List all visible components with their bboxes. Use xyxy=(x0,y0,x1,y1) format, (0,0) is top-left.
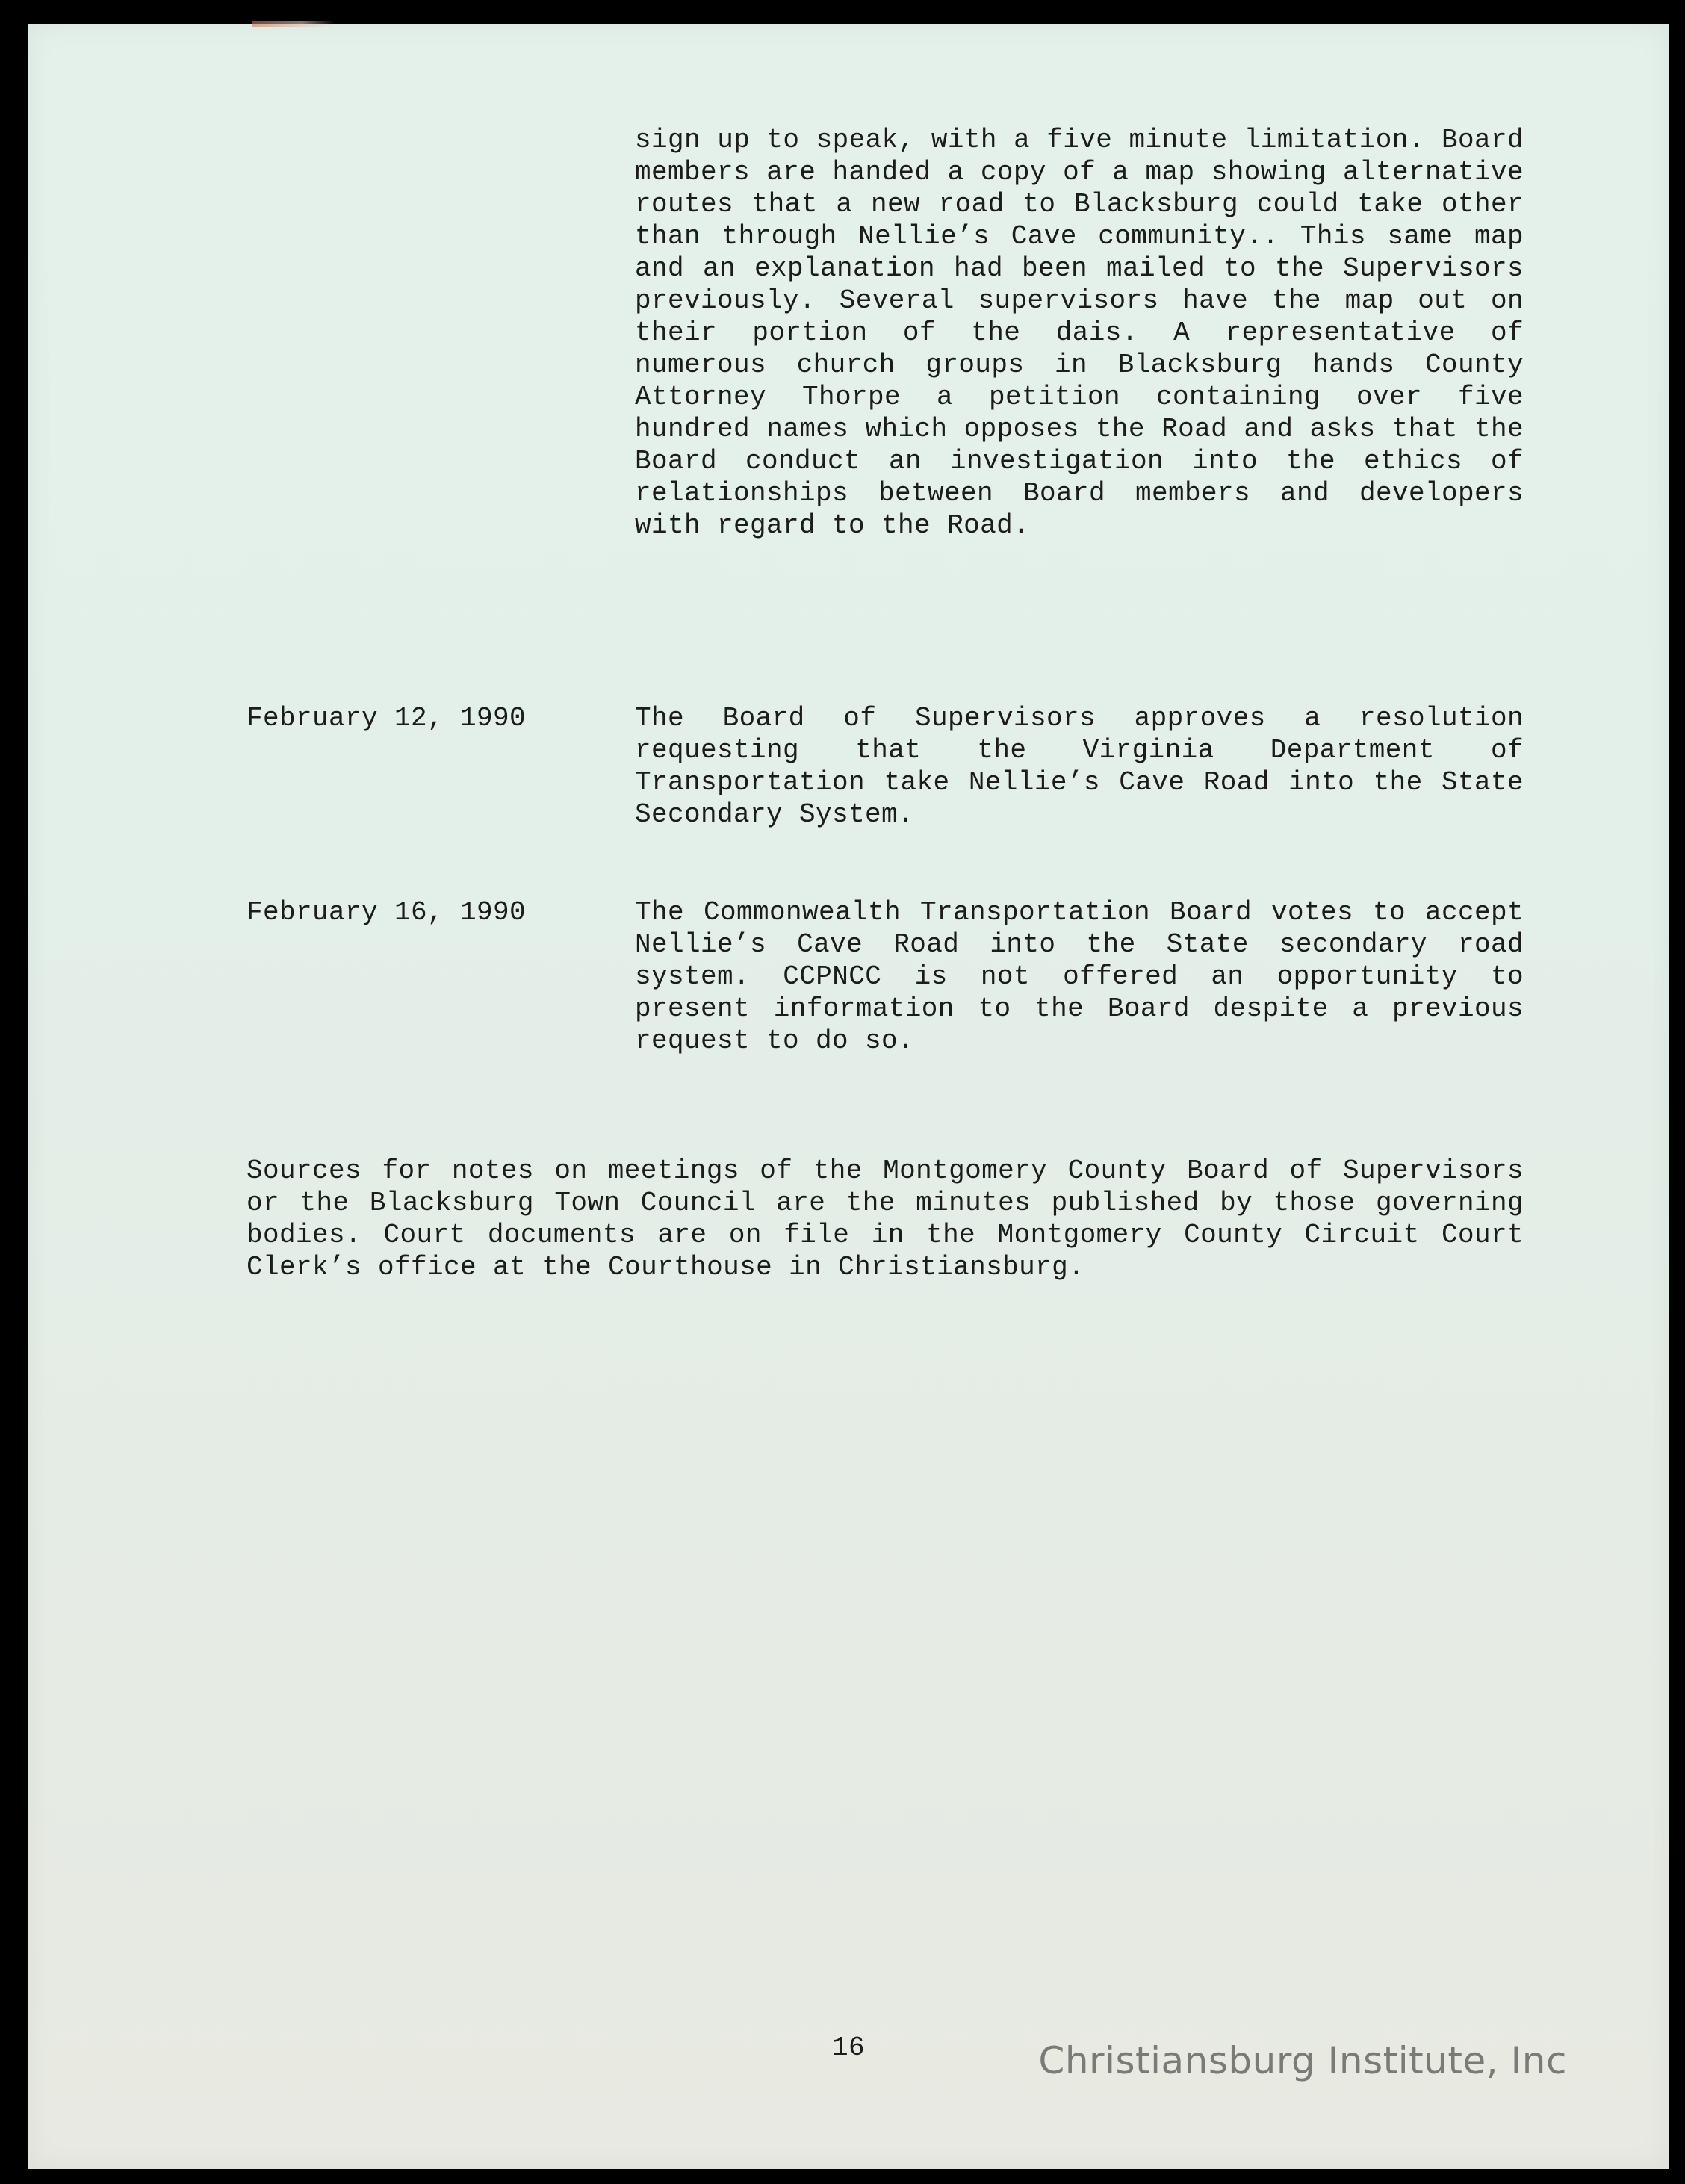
sources-note: Sources for notes on meetings of the Montgomery County Board of Supervisors or the Blacksburg Town Council are the minutes published by those governing bodies. Court documents are on file in the Montgomery County Circuit Court Clerk’s office at the Courthouse in Christiansburg. xyxy=(246,1155,1524,1282)
page-number: 16 xyxy=(831,2032,865,2063)
paper-stain xyxy=(252,21,335,27)
entry-date: February 16, 1990 xyxy=(246,897,527,928)
continued-paragraph: sign up to speak, with a five minute limitation. Board members are handed a copy of a map showing alternative routes that a new road to Blacksburg could take other than through Nellie’s Cave community.. This same map and an explanation had been mailed to the Supervisors previously. Several supervisors have the map out on their portion of the dais. A representative of numerous church groups in Blacksburg hands County Attorney Thorpe a petition containing over five hundred names which opposes the Road and asks that the Board conduct an investigation into the ethics of relationships between Board members and developers with regard to the Road. xyxy=(635,125,1524,541)
entry-text: The Commonwealth Transportation Board votes to accept Nellie’s Cave Road into the State secondary road system. CCPNCC is not offered an opportunity to present information to the Board despite a previous request to do so. xyxy=(635,897,1524,1056)
entry-date: February 12, 1990 xyxy=(246,703,527,733)
watermark-text: Christiansburg Institute, Inc xyxy=(1038,2039,1567,2082)
entry-text: The Board of Supervisors approves a resolution requesting that the Virginia Department of Transportation take Nellie’s Cave Road into the State Secondary System. xyxy=(635,703,1524,830)
document-page xyxy=(28,24,1669,2169)
